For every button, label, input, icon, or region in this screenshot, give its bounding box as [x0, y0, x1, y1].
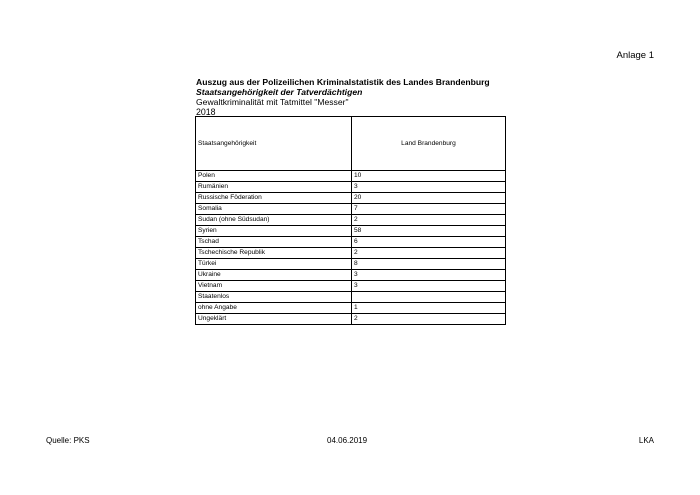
footer-org: LKA — [638, 436, 654, 445]
table-row — [196, 259, 506, 270]
table-row — [196, 314, 506, 325]
table-row — [196, 248, 506, 259]
column-header-region: Land Brandenburg — [352, 117, 506, 171]
document-header — [196, 77, 490, 117]
row-label: Tschad — [196, 237, 352, 248]
row-value: 20 — [352, 193, 506, 204]
row-value: 7 — [352, 204, 506, 215]
footer-date: 04.06.2019 — [327, 436, 368, 445]
table-row — [196, 215, 506, 226]
table-row — [196, 292, 506, 303]
row-value: 3 — [352, 270, 506, 281]
statistics-table — [195, 116, 506, 325]
column-header-nationality: Staatsangehörigkeit — [196, 117, 352, 171]
report-year: 2018 — [196, 107, 216, 117]
annex-label: Anlage 1 — [616, 50, 654, 61]
document-title: Auszug aus der Polizeilichen Kriminalstatistik des Landes Brandenburg — [196, 77, 490, 87]
row-label: Syrien — [196, 226, 352, 237]
table-row — [196, 270, 506, 281]
row-label: Rumänien — [196, 182, 352, 193]
row-label: Ungeklärt — [196, 314, 352, 325]
filter-description: Gewaltkriminalität mit Tatmittel "Messer" — [196, 97, 349, 107]
document-subtitle: Staatsangehörigkeit der Tatverdächtigen — [196, 87, 363, 97]
table-row — [196, 281, 506, 292]
row-label: Russische Föderation — [196, 193, 352, 204]
row-label: Türkei — [196, 259, 352, 270]
row-label: Sudan (ohne Südsudan) — [196, 215, 352, 226]
table-row — [196, 171, 506, 182]
row-value: 2 — [352, 314, 506, 325]
table-row — [196, 226, 506, 237]
table-row — [196, 237, 506, 248]
row-value: 2 — [352, 248, 506, 259]
row-label: Staatenlos — [196, 292, 352, 303]
row-value: 6 — [352, 237, 506, 248]
row-value: 10 — [352, 171, 506, 182]
table-row — [196, 193, 506, 204]
row-value: 1 — [352, 303, 506, 314]
footer-source: Quelle: PKS — [46, 436, 90, 445]
row-value: 2 — [352, 215, 506, 226]
row-label: ohne Angabe — [196, 303, 352, 314]
row-value — [352, 292, 506, 303]
row-label: Vietnam — [196, 281, 352, 292]
row-value: 3 — [352, 281, 506, 292]
table-row — [196, 303, 506, 314]
row-value: 3 — [352, 182, 506, 193]
row-label: Somalia — [196, 204, 352, 215]
row-value: 8 — [352, 259, 506, 270]
row-label: Polen — [196, 171, 352, 182]
row-label: Ukraine — [196, 270, 352, 281]
row-label: Tschechische Republik — [196, 248, 352, 259]
row-value: 58 — [352, 226, 506, 237]
table-row — [196, 204, 506, 215]
table-row — [196, 182, 506, 193]
table-header-row — [196, 117, 506, 171]
